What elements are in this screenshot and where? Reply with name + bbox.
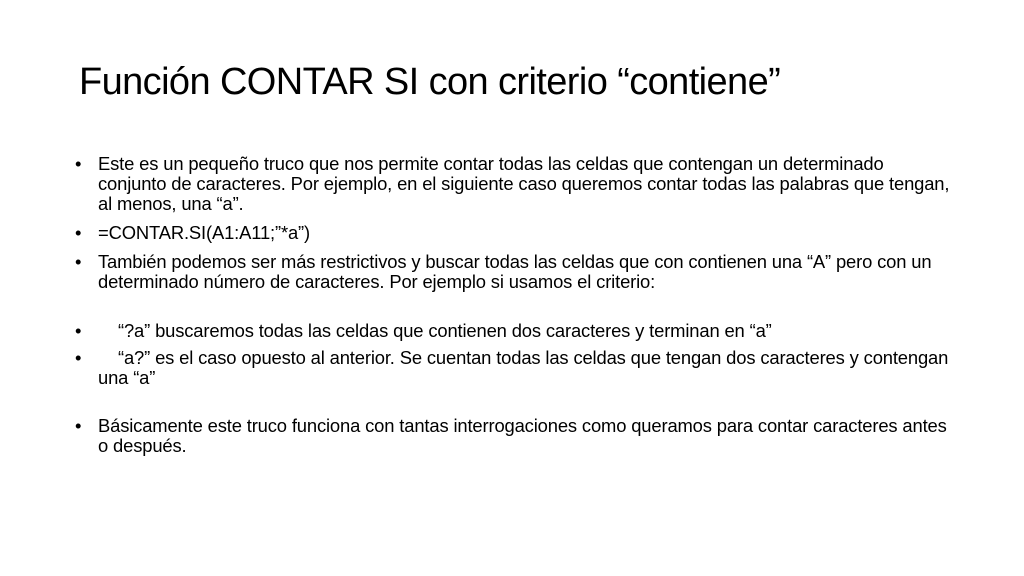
- bullet-icon: •: [75, 222, 82, 243]
- bullet-item: [75, 416, 955, 456]
- bullet-text: Básicamente este truco funciona con tantas interrogaciones como queramos para contar caracteres antes o después.: [98, 415, 947, 456]
- bullet-text: “a?” es el caso opuesto al anterior. Se cuentan todas las celdas que tengan dos caracteres y contengan una “a”: [98, 347, 949, 388]
- bullet-text: Este es un pequeño truco que nos permite contar todas las celdas que contengan un determinado conjunto de caracteres. Por ejemplo, en el siguiente caso queremos contar todas las palabras que tengan, al menos, una “a”.: [98, 153, 950, 214]
- slide-title: Función CONTAR SI con criterio “contiene”: [79, 61, 781, 103]
- bullet-item: [75, 223, 955, 243]
- bullet-text: También podemos ser más restrictivos y buscar todas las celdas que con contienen una “A” pero con un determinado número de caracteres. Por ejemplo si usamos el criterio:: [98, 251, 932, 292]
- bullet-icon: •: [75, 320, 82, 341]
- bullet-item: [75, 252, 955, 292]
- bullet-text: “?a” buscaremos todas las celdas que contienen dos caracteres y terminan en “a”: [118, 320, 772, 341]
- bullet-text: =CONTAR.SI(A1:A11;”*a”): [98, 222, 311, 243]
- bullet-list: [75, 154, 955, 456]
- bullet-item: [75, 154, 955, 214]
- bullet-icon: •: [75, 415, 82, 436]
- bullet-icon: •: [75, 251, 82, 272]
- bullet-icon: •: [75, 153, 82, 174]
- bullet-item: [75, 348, 955, 388]
- bullet-icon: •: [75, 347, 82, 368]
- bullet-item: [75, 321, 955, 341]
